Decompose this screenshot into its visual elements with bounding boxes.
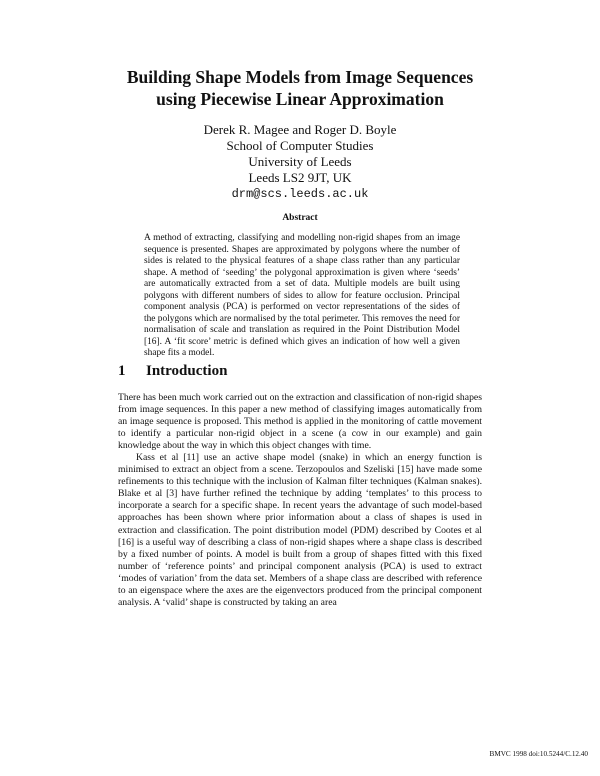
author-email[interactable]: drm@scs.leeds.ac.uk	[231, 187, 369, 201]
section-number: 1	[118, 363, 126, 379]
paragraph-1: There has been much work carried out on the extraction and classification of non-rigid shapes from image sequences. In this paper a new method of classifying images automatically from an image sequence is proposed. This method is applied in the monitoring of cattle movement to identify a particular non-rigid object in a scene (a cow in our example) and gain knowledge about the way in which this object changes with time.	[118, 392, 482, 452]
author-university: University of Leeds	[248, 154, 352, 169]
author-city: Leeds LS2 9JT, UK	[248, 170, 352, 185]
abstract-heading: Abstract	[282, 213, 318, 223]
paragraph-2: Kass et al [11] use an active shape model (snake) in which an energy function is minimised to extract an object from a scene. Terzopoulos and Szeliski [15] have made some refinements to this technique with the inclusion of Kalman filter techniques (Kalman snakes). Blake et al [3] have further refined the technique by adding ‘templates’ to this process to incorporate a search for a specific shape. In recent years the advantage of such model-based approaches has been shown where prior information about a class of shapes is used in extraction and classification. The point distribution model (PDM) described by Cootes et al [16] is a useful way of describing a class of non-rigid shapes where a shape class is described by a fixed number of points. A model is built from a group of shapes fitted with this fixed number of ‘reference points’ and principal component analysis (PCA) is used to extract ‘modes of variation’ from the data set. Members of a shape class are described with reference to an eigenspace where the axes are the eigenvectors produced from the principal component analysis. A ‘valid’ shape is constructed by taking an area	[118, 452, 482, 608]
author-names: Derek R. Magee and Roger D. Boyle	[203, 122, 397, 137]
title-line-1: Building Shape Models from Image Sequences	[126, 67, 474, 87]
section-heading	[118, 363, 227, 380]
paper-title	[0, 66, 600, 110]
title-line-2: using Piecewise Linear Approximation	[156, 89, 444, 109]
body-text	[118, 392, 482, 609]
abstract-text: A method of extracting, classifying and modelling non-rigid shapes from an image sequence is presented. Shapes are approximated by polygons where the number of sides is related to the physical features of a shape class rather than any particular shape. A method of ‘seeding’ the polygonal approximation is given where ‘seeds’ are automatically extracted from a set of data. Multiple models are built using polygons with different numbers of sides to allow for feature occlusion. Principal component analysis (PCA) is performed on vector representations of the sides of the polygons which are normalised by the total perimeter. This removes the need for normalisation of scale and translation as required in the Point Distribution Model [16]. A ‘fit score’ metric is defined which gives an indication of how well a given shape fits a model.	[144, 233, 460, 359]
author-block	[0, 122, 600, 202]
footer-doi: BMVC 1998 doi:10.5244/C.12.40	[489, 750, 588, 758]
section-title: Introduction	[146, 363, 228, 379]
author-department: School of Computer Studies	[226, 138, 374, 153]
